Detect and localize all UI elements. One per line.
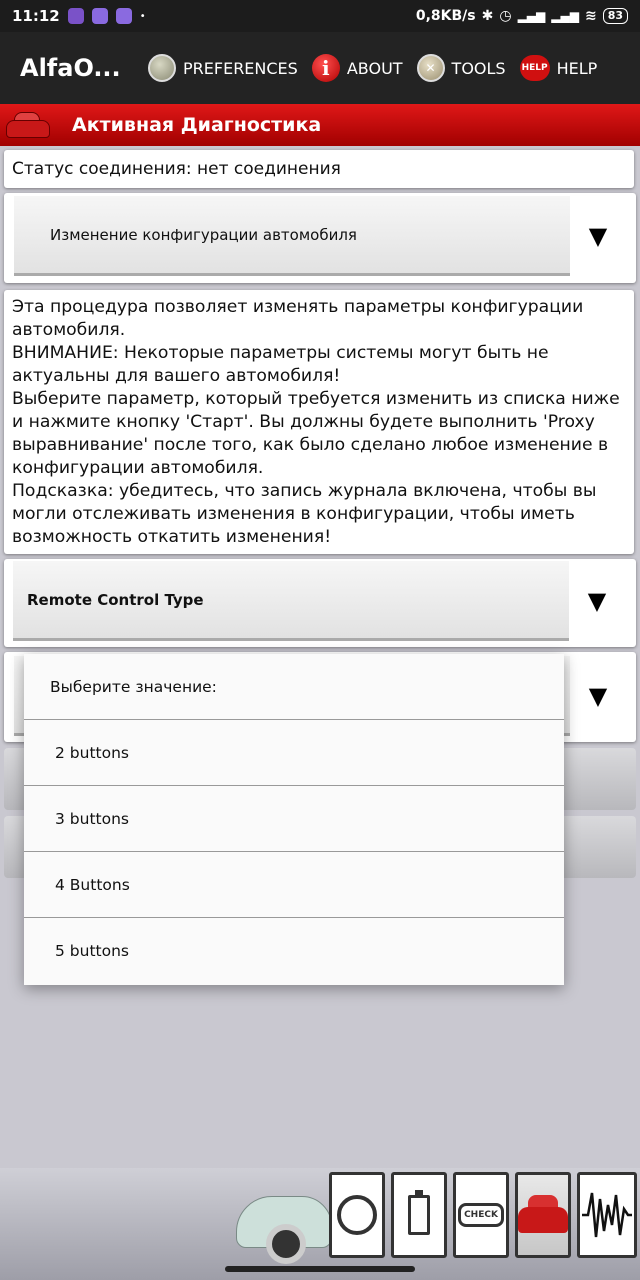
dropdown-arrow-icon: ▼ xyxy=(569,561,625,641)
app-notification-icon xyxy=(68,8,84,24)
screen-title: Активная Диагностика xyxy=(72,114,322,136)
parameter-spinner-panel xyxy=(4,559,636,647)
viber-icon xyxy=(92,8,108,24)
dialog-option[interactable]: 2 buttons xyxy=(24,720,564,786)
wifi-icon: ≋ xyxy=(584,8,597,24)
active-diagnostics-button[interactable] xyxy=(515,1172,571,1258)
procedure-spinner-value: Изменение конфигурации автомобиля xyxy=(14,196,570,276)
menu-help-label: HELP xyxy=(556,58,598,78)
gesture-nav-bar[interactable] xyxy=(225,1266,415,1272)
dropdown-arrow-icon: ▼ xyxy=(570,196,626,276)
key-tool-button[interactable] xyxy=(329,1172,385,1258)
dialog-option[interactable]: 3 buttons xyxy=(24,786,564,852)
connection-status: Статус соединения: нет соединения xyxy=(4,150,634,188)
menu-preferences-label: PREFERENCES xyxy=(183,58,298,78)
signal-icon: ▂▄▆ xyxy=(551,9,579,23)
network-speed: 0,8KB/s xyxy=(415,8,476,24)
gear-icon xyxy=(148,54,176,82)
menu-help[interactable] xyxy=(520,55,598,81)
key-icon xyxy=(337,1195,377,1235)
clock: 11:12 xyxy=(12,7,60,25)
procedure-description: Эта процедура позволяет изменять параметры конфигурации автомобиля. ВНИМАНИЕ: Некоторые параметры системы могут быть не актуальны для вашего автомобиля! Выберите параметр, который требуется изменить из списка ниже и нажмите кнопку 'Старт'. Вы должны будете выполнить 'Proxy выравнивание' после того, как было сделано любое изменение в конфигурации автомобиля. Подсказка: убедитесь, что запись журнала включена, чтобы вы могли отслеживать изменения в конфигурации, чтобы иметь возможность откатить изменения! xyxy=(4,290,634,554)
dot-icon: • xyxy=(139,10,146,22)
procedure-spinner[interactable] xyxy=(14,196,626,276)
waveform-icon xyxy=(582,1185,632,1245)
system-status-bar xyxy=(0,0,640,32)
car-service-icon xyxy=(518,1193,568,1237)
parameter-spinner-value: Remote Control Type xyxy=(13,561,569,641)
check-engine-button[interactable] xyxy=(453,1172,509,1258)
info-icon: i xyxy=(312,54,340,82)
menu-about-label: ABOUT xyxy=(346,58,403,78)
oscilloscope-button[interactable] xyxy=(577,1172,637,1258)
battery-tool-icon xyxy=(408,1195,430,1235)
viber-icon xyxy=(116,8,132,24)
menu-preferences[interactable] xyxy=(148,54,298,82)
car-icon xyxy=(4,108,52,142)
dialog-option[interactable]: 4 Buttons xyxy=(24,852,564,918)
screen-title-bar xyxy=(0,104,640,146)
status-right xyxy=(416,8,628,24)
dropdown-arrow-icon: ▼ xyxy=(570,656,626,736)
dialog-title: Выберите значение: xyxy=(24,654,564,720)
app-bar xyxy=(0,32,640,104)
check-engine-icon: CHECK xyxy=(458,1203,504,1227)
tools-icon: ✕ xyxy=(417,54,445,82)
menu-tools[interactable] xyxy=(417,54,506,82)
battery-icon: 83 xyxy=(603,8,628,24)
help-icon: HELP xyxy=(520,55,550,81)
bluetooth-icon: ✱ xyxy=(481,8,494,24)
signal-icon: ▂▄▆ xyxy=(517,9,546,23)
alarm-icon: ◷ xyxy=(499,8,512,24)
car-illustration xyxy=(236,1166,332,1258)
menu-tools-label: TOOLS xyxy=(451,58,506,78)
app-title: AlfaO... xyxy=(20,54,121,82)
parameter-spinner[interactable] xyxy=(13,561,625,641)
dialog-option[interactable]: 5 buttons xyxy=(55,942,129,960)
battery-tool-button[interactable] xyxy=(391,1172,447,1258)
procedure-spinner-panel xyxy=(4,193,636,283)
menu-about[interactable] xyxy=(312,54,403,82)
select-value-dialog xyxy=(24,654,564,985)
